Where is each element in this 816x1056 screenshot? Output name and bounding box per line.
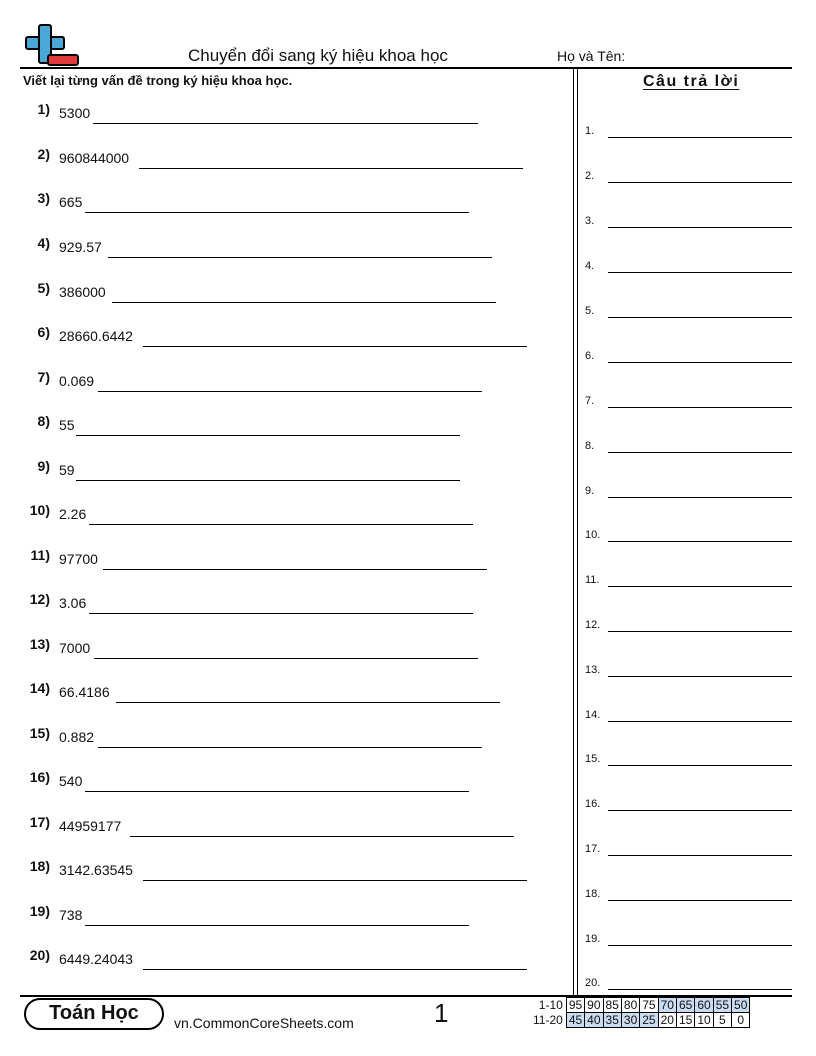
answers-heading: Câu trả lời xyxy=(643,73,740,90)
answer-number: 5. xyxy=(585,305,595,317)
answer-number: 15. xyxy=(585,753,601,765)
answer-key-line[interactable] xyxy=(608,362,792,363)
problem-value: 55 xyxy=(59,417,75,433)
score-range: 11-20 xyxy=(533,1013,563,1027)
score-cell: 95 xyxy=(566,998,584,1013)
score-cell: 65 xyxy=(676,998,694,1013)
problem-number: 9) xyxy=(37,458,50,474)
score-cell: 30 xyxy=(621,1013,639,1028)
score-row xyxy=(531,998,750,1013)
answer-key-line[interactable] xyxy=(608,407,792,408)
answer-line[interactable] xyxy=(98,747,482,748)
answer-key-line[interactable] xyxy=(608,227,792,228)
score-row xyxy=(531,1013,750,1028)
answer-line[interactable] xyxy=(85,791,469,792)
answer-key-line[interactable] xyxy=(608,452,792,453)
score-cell: 40 xyxy=(585,1013,603,1028)
problem-value: 6449.24043 xyxy=(59,951,133,967)
answer-key-line[interactable] xyxy=(608,272,792,273)
answer-number: 14. xyxy=(585,709,601,721)
problem-number: 3) xyxy=(37,190,50,206)
answer-number: 19. xyxy=(585,933,601,945)
problem-value: 44959177 xyxy=(59,818,122,834)
answer-number: 17. xyxy=(585,843,601,855)
answer-number: 8. xyxy=(585,440,595,452)
answer-key-line[interactable] xyxy=(608,945,792,946)
problem-value: 97700 xyxy=(59,551,98,567)
problem-number: 12) xyxy=(29,591,50,607)
answer-line[interactable] xyxy=(139,168,523,169)
answer-key-line[interactable] xyxy=(608,317,792,318)
score-cell: 55 xyxy=(713,998,731,1013)
answer-line[interactable] xyxy=(143,969,527,970)
instructions: Viết lại từng vấn đề trong ký hiệu khoa học. xyxy=(23,73,293,88)
header-divider xyxy=(20,67,792,69)
answer-number: 12. xyxy=(585,619,601,631)
problem-value: 28660.6442 xyxy=(59,328,133,344)
answer-number: 3. xyxy=(585,215,595,227)
problem-number: 10) xyxy=(29,502,50,518)
answer-line[interactable] xyxy=(85,212,469,213)
answer-key-line[interactable] xyxy=(608,810,792,811)
worksheet-title: Chuyển đổi sang ký hiệu khoa học xyxy=(188,46,448,65)
problem-value: 0.069 xyxy=(59,373,95,389)
answer-line[interactable] xyxy=(93,123,478,124)
answer-line[interactable] xyxy=(98,391,482,392)
problem-value: 3.06 xyxy=(59,595,87,611)
score-cell: 80 xyxy=(621,998,639,1013)
answer-number: 13. xyxy=(585,664,601,676)
problem-number: 13) xyxy=(29,636,50,652)
answer-number: 11. xyxy=(585,574,600,586)
problem-value: 540 xyxy=(59,773,83,789)
answer-line[interactable] xyxy=(143,880,527,881)
answer-key-line[interactable] xyxy=(608,182,792,183)
answer-line[interactable] xyxy=(143,346,527,347)
answer-key-line[interactable] xyxy=(608,989,792,990)
answer-line[interactable] xyxy=(85,925,469,926)
problem-value: 0.882 xyxy=(59,729,95,745)
page-number: 1 xyxy=(434,998,449,1028)
answer-number: 20. xyxy=(585,977,601,989)
name-label: Họ và Tên: xyxy=(557,48,626,64)
answer-key-line[interactable] xyxy=(608,497,792,498)
answer-key-line[interactable] xyxy=(608,900,792,901)
brand-badge: Toán Học xyxy=(24,998,164,1030)
answer-line[interactable] xyxy=(94,658,478,659)
score-cell: 60 xyxy=(695,998,713,1013)
answer-number: 18. xyxy=(585,888,601,900)
score-cell: 85 xyxy=(603,998,621,1013)
score-cell: 75 xyxy=(640,998,658,1013)
problem-number: 8) xyxy=(37,413,50,429)
answer-line[interactable] xyxy=(116,702,500,703)
problem-number: 5) xyxy=(37,280,50,296)
answer-key-line[interactable] xyxy=(608,137,792,138)
problem-number: 4) xyxy=(37,235,50,251)
answer-line[interactable] xyxy=(112,302,496,303)
score-range: 1-10 xyxy=(538,998,563,1012)
answer-line[interactable] xyxy=(76,480,460,481)
score-cell: 20 xyxy=(658,1013,676,1028)
score-cell: 10 xyxy=(695,1013,713,1028)
answer-key-line[interactable] xyxy=(608,721,792,722)
score-cell: 35 xyxy=(603,1013,621,1028)
problem-value: 66.4186 xyxy=(59,684,110,700)
answer-number: 7. xyxy=(585,395,595,407)
answer-line[interactable] xyxy=(76,435,460,436)
problem-value: 960844000 xyxy=(59,150,130,166)
problem-number: 1) xyxy=(37,101,50,117)
answer-number: 2. xyxy=(585,170,595,182)
problem-value: 59 xyxy=(59,462,75,478)
math-logo-icon xyxy=(24,24,80,68)
answer-number: 10. xyxy=(585,529,601,541)
problem-number: 18) xyxy=(29,858,50,874)
problem-number: 7) xyxy=(37,369,50,385)
column-divider xyxy=(577,69,578,996)
problem-number: 20) xyxy=(29,947,50,963)
score-cell: 45 xyxy=(566,1013,584,1028)
score-cell: 70 xyxy=(658,998,676,1013)
answer-line[interactable] xyxy=(89,613,473,614)
answer-line[interactable] xyxy=(108,257,492,258)
answer-number: 1. xyxy=(585,125,595,137)
problem-number: 17) xyxy=(29,814,50,830)
answer-key-line[interactable] xyxy=(608,541,792,542)
answer-key-line[interactable] xyxy=(608,855,792,856)
problem-value: 2.26 xyxy=(59,506,87,522)
score-cell: 5 xyxy=(713,1013,731,1028)
problem-number: 2) xyxy=(37,146,50,162)
score-cell: 25 xyxy=(640,1013,658,1028)
score-cell: 15 xyxy=(676,1013,694,1028)
answer-key-line[interactable] xyxy=(608,631,792,632)
answer-line[interactable] xyxy=(89,524,473,525)
problem-value: 386000 xyxy=(59,284,106,300)
problem-number: 16) xyxy=(29,769,50,785)
problem-value: 3142.63545 xyxy=(59,862,133,878)
problem-number: 14) xyxy=(29,680,50,696)
answer-key-line[interactable] xyxy=(608,765,792,766)
problem-number: 15) xyxy=(29,725,50,741)
answer-key-line[interactable] xyxy=(608,586,792,587)
problem-value: 738 xyxy=(59,907,83,923)
score-cell: 50 xyxy=(732,998,750,1013)
problem-number: 19) xyxy=(29,903,50,919)
answer-line[interactable] xyxy=(130,836,514,837)
answer-number: 9. xyxy=(585,485,595,497)
problem-value: 5300 xyxy=(59,105,91,121)
score-cell: 90 xyxy=(585,998,603,1013)
problem-value: 665 xyxy=(59,194,83,210)
problem-value: 929.57 xyxy=(59,239,102,255)
score-cell: 0 xyxy=(732,1013,750,1028)
answer-number: 6. xyxy=(585,350,595,362)
answer-number: 4. xyxy=(585,260,595,272)
answer-line[interactable] xyxy=(103,569,487,570)
answer-number: 16. xyxy=(585,798,601,810)
column-divider xyxy=(573,69,574,996)
site-url: vn.CommonCoreSheets.com xyxy=(174,1015,354,1031)
problem-number: 11) xyxy=(30,547,50,563)
problem-value: 7000 xyxy=(59,640,91,656)
score-table xyxy=(531,997,750,1028)
answer-key-line[interactable] xyxy=(608,676,792,677)
problem-number: 6) xyxy=(37,324,50,340)
